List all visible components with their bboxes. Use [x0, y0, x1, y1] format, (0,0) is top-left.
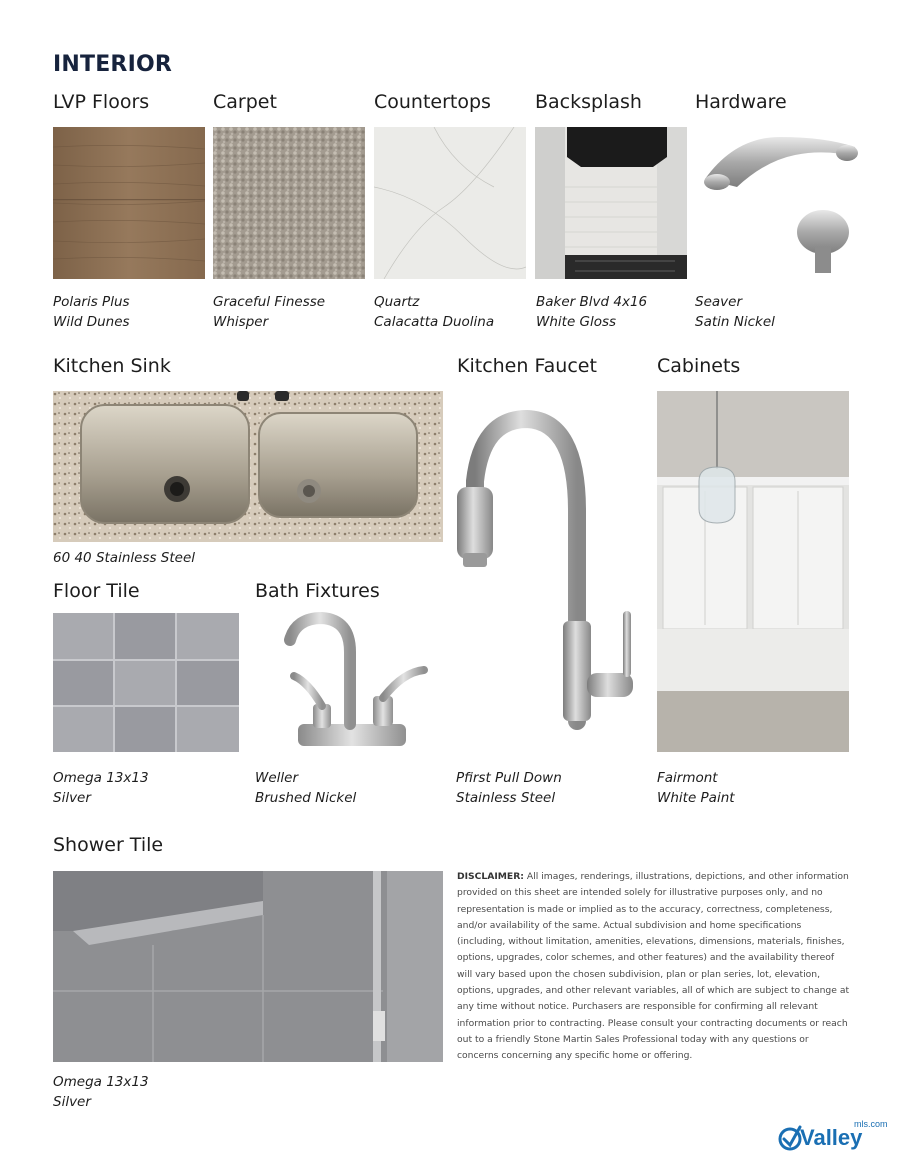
lvp-line2: Wild Dunes: [53, 314, 130, 330]
disclaimer-text: All images, renderings, illustrations, depictions, and other information provided on this sheet are intended solely for illustrative purposes only, and no representation is made or implied as to the accuracy, correctness, completeness, and/or availability of the same. Actual subdivision and home specifications (including, without limitation, amenities, elevations, dimensions, materials, finishes, options, upgrades, color schemes, and other features) and the availability thereof will vary based upon the chosen subdivision, plan or plan series, lot, elevation, options, upgrades, and other relevant variables, all of which are subject to change at any time without notice. Purchasers are responsible for confirming all relevant information prior to contracting. Please consult your contracting documents or reach out to a friendly Stone Martin Sales Professional today with any questions or concerns concerning any specific home or offering.: [457, 871, 850, 1062]
disclaimer-label: DISCLAIMER:: [457, 871, 524, 882]
backsplash-caption: [536, 292, 647, 332]
floor-tile-line2: Silver: [53, 790, 91, 806]
kitchen-faucet-caption: [456, 768, 562, 808]
cabinets-line2: White Paint: [657, 790, 735, 806]
hardware-heading: Hardware: [695, 91, 787, 113]
bath-fixtures-caption: [255, 768, 356, 808]
kitchen-sink-caption: [53, 548, 195, 568]
lvp-line1: Polaris Plus: [53, 294, 130, 310]
shower-tile-caption: [53, 1072, 149, 1112]
kitchen-faucet-heading: Kitchen Faucet: [457, 355, 597, 377]
hardware-line2: Satin Nickel: [695, 314, 775, 330]
carpet-image: [213, 127, 365, 279]
shower-tile-image: [53, 871, 443, 1062]
sink-line1: 60 40 Stainless Steel: [53, 550, 196, 566]
carpet-caption: [213, 292, 325, 332]
cabinets-line1: Fairmont: [657, 770, 718, 786]
cabinets-heading: Cabinets: [657, 355, 741, 377]
carpet-line2: Whisper: [213, 314, 269, 330]
shower-tile-line2: Silver: [53, 1094, 91, 1110]
countertops-line2: Calacatta Duolina: [374, 314, 495, 330]
cabinets-image: [657, 391, 849, 752]
hardware-caption: [695, 292, 775, 332]
countertop-image: [374, 127, 526, 279]
kitchen-faucet-image: [447, 391, 647, 736]
page-title: INTERIOR: [53, 52, 173, 77]
logo-suffix: mls.com: [854, 1119, 888, 1129]
floor-tile-caption: [53, 768, 149, 808]
faucet-line2: Stainless Steel: [456, 790, 556, 806]
faucet-line1: Pfirst Pull Down: [456, 770, 562, 786]
lvp-floor-image: [53, 127, 205, 279]
bath-fixtures-image: [258, 612, 433, 752]
carpet-line1: Graceful Finesse: [213, 294, 326, 310]
valley-mls-logo: [778, 1119, 888, 1153]
backsplash-heading: Backsplash: [535, 91, 642, 113]
floor-tile-line1: Omega 13x13: [53, 770, 149, 786]
bath-fixtures-heading: Bath Fixtures: [255, 580, 380, 602]
countertops-heading: Countertops: [374, 91, 491, 113]
shower-tile-heading: Shower Tile: [53, 834, 164, 856]
hardware-image: [695, 127, 865, 282]
backsplash-line2: White Gloss: [536, 314, 617, 330]
kitchen-sink-heading: Kitchen Sink: [53, 355, 171, 377]
floor-tile-image: [53, 613, 239, 752]
countertops-caption: [374, 292, 494, 332]
backsplash-image: [535, 127, 687, 279]
hardware-line1: Seaver: [695, 294, 742, 310]
cabinets-caption: [657, 768, 735, 808]
lvp-floors-heading: LVP Floors: [53, 91, 150, 113]
logo-name: Valley: [800, 1125, 863, 1150]
kitchen-sink-image: [53, 391, 443, 542]
floor-tile-heading: Floor Tile: [53, 580, 140, 602]
lvp-floors-caption: [53, 292, 130, 332]
countertops-line1: Quartz: [374, 294, 420, 310]
bath-fixtures-line1: Weller: [255, 770, 299, 786]
backsplash-line1: Baker Blvd 4x16: [536, 294, 648, 310]
shower-tile-line1: Omega 13x13: [53, 1074, 149, 1090]
bath-fixtures-line2: Brushed Nickel: [255, 790, 357, 806]
carpet-heading: Carpet: [213, 91, 277, 113]
disclaimer: [457, 869, 852, 1065]
